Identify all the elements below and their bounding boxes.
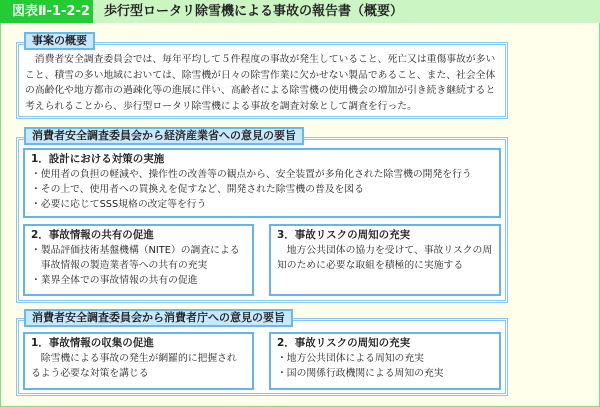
meti-section <box>16 137 508 303</box>
item-title: 1．事故情報の収集の促進 <box>31 337 154 349</box>
meti-label: 消費者安全調査委員会から経済産業省への意見の要旨 <box>24 127 304 145</box>
summary-section <box>16 42 508 119</box>
caa-item-1 <box>23 332 254 390</box>
item-title: 1．設計における対策の実施 <box>31 153 165 165</box>
figure-header <box>0 0 600 23</box>
item-title: 2．事故情報の共有の促進 <box>31 229 154 241</box>
list-item: ・必要に応じてSSS規格の改定等を行う <box>31 199 207 210</box>
item-title: 2．事故リスクの周知の充実 <box>277 337 411 349</box>
caa-item-2 <box>269 332 501 390</box>
caa-label: 消費者安全調査委員会から消費者庁への意見の要旨 <box>24 309 293 327</box>
meti-item-3 <box>269 224 501 296</box>
figure-label: 図表Ⅱ-1-2-2 <box>0 0 93 23</box>
meti-item-1 <box>23 148 501 218</box>
item-text: 地方公共団体の協力を受けて、事故リスクの周知のために必要な取組を積極的に実施する <box>277 245 493 271</box>
caa-section <box>16 318 508 396</box>
item-text: 除雪機による事故の発生が網羅的に把握されるよう必要な対策を講じる <box>31 353 237 379</box>
list-item: ・地方公共団体による周知の充実 <box>277 353 424 364</box>
meti-item-2 <box>23 224 254 296</box>
list-item: ・その上で、使用者への買換えを促すなど、開発された除雪機の普及を図る <box>31 184 364 195</box>
item-title: 3．事故リスクの周知の充実 <box>277 229 411 241</box>
list-item: ・業界全体での事故情報の共有の促進 <box>31 275 198 286</box>
list-item: ・使用者の負担の軽減や、操作性の改善等の観点から、安全装置が多角化された除雪機の開発を行う <box>31 169 472 180</box>
list-item: ・製品評価技術基盤機構（NITE）の調査による事故情報の製造業者等への共有の充実 <box>31 245 240 271</box>
summary-text: 消費者安全調査委員会では、毎年平均して５件程度の事故が発生していること、死亡又は重傷事故が多いこと、積雪の多い地域においては、除雪機が日々の除雪作業に欠かせない製品であること、また、社会全体の高齢化や地方都市の過疎化等の進展に伴い、高齢者による除雪機の使用機会の増加が引き続き継続すると考えられることから、歩行型ロータリ除雪機による事故を調査対象として調査を行った。 <box>25 54 496 112</box>
list-item: ・国の関係行政機関による周知の充実 <box>277 368 444 379</box>
summary-label: 事案の概要 <box>24 32 95 50</box>
figure-title: 歩行型ロータリ除雪機による事故の報告書（概要） <box>104 4 404 19</box>
